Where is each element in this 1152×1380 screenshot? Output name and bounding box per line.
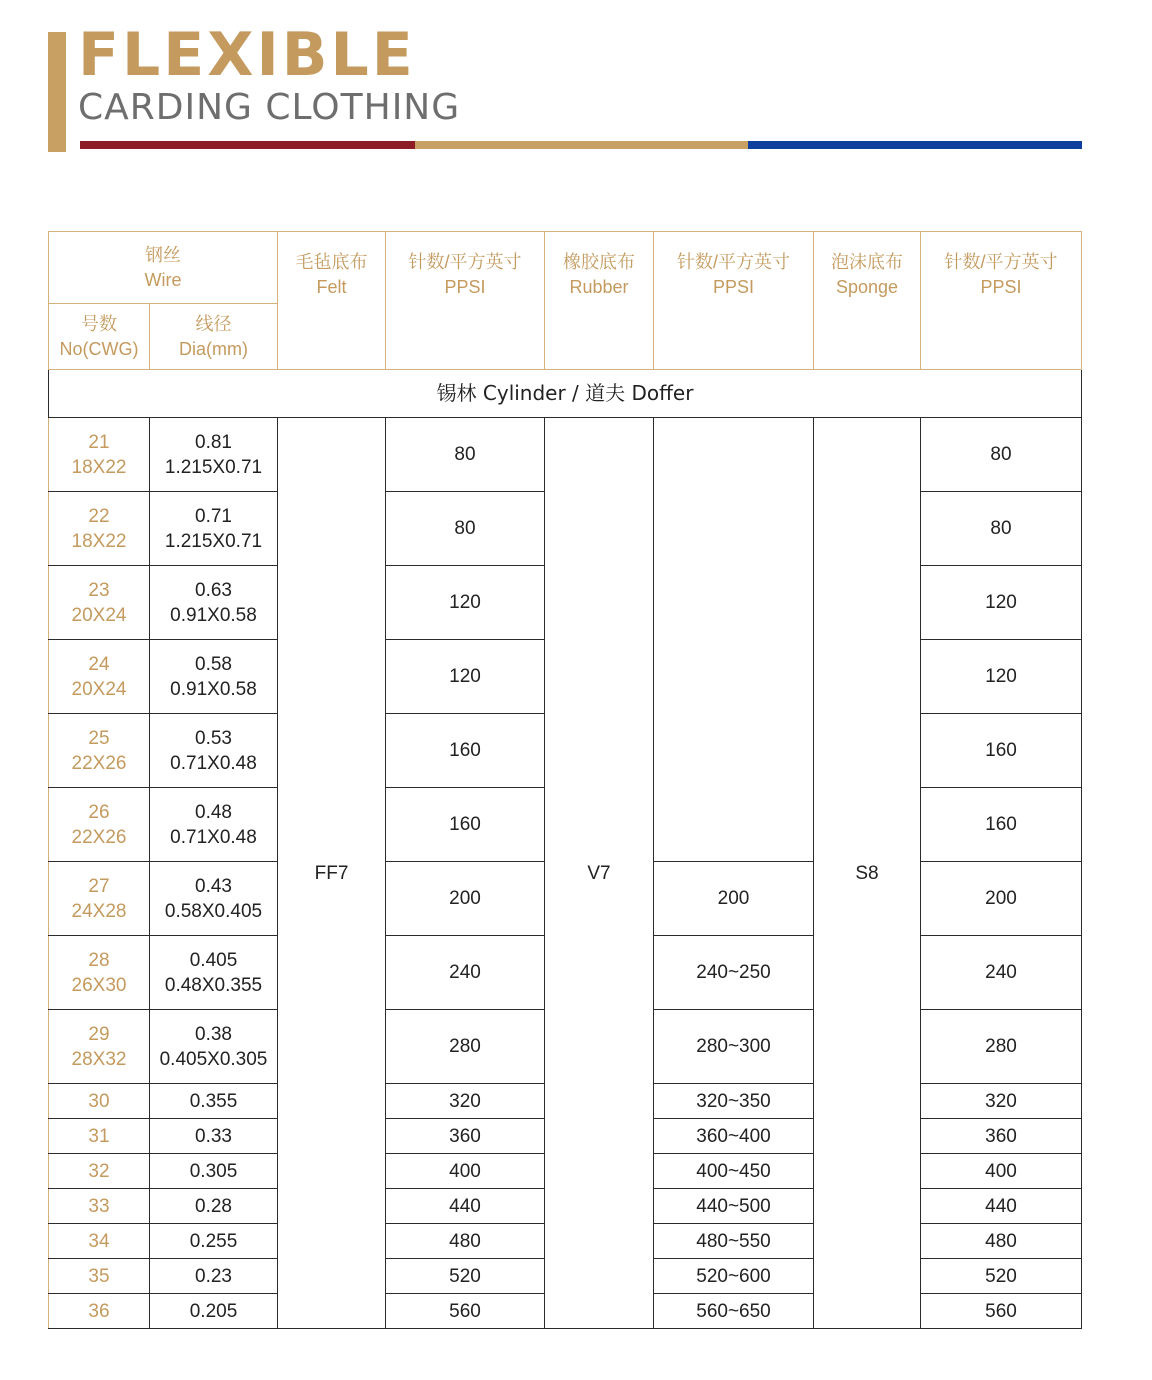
header-sponge: 泡沫底布 Sponge <box>814 232 921 370</box>
cell-ppsi-sponge: 120 <box>921 640 1082 714</box>
cell-ppsi-sponge: 240 <box>921 936 1082 1010</box>
cell-dia: 0.81 1.215X0.71 <box>150 418 278 492</box>
cell-ppsi-felt: 560 <box>386 1294 545 1329</box>
cell-ppsi-felt: 160 <box>386 714 545 788</box>
cell-ppsi-sponge: 160 <box>921 714 1082 788</box>
cell-no: 21 18X22 <box>49 418 150 492</box>
header-dia: 线径 Dia(mm) <box>150 304 278 370</box>
cell-dia: 0.33 <box>150 1119 278 1154</box>
cell-ppsi-sponge: 560 <box>921 1294 1082 1329</box>
cell-ppsi-felt: 480 <box>386 1224 545 1259</box>
cell-ppsi-rubber: 560~650 <box>654 1294 814 1329</box>
cell-dia: 0.53 0.71X0.48 <box>150 714 278 788</box>
cell-no: 31 <box>49 1119 150 1154</box>
table-header <box>49 232 1082 370</box>
cell-sponge-value: S8 <box>814 418 921 1329</box>
cell-ppsi-sponge: 280 <box>921 1010 1082 1084</box>
title-accent-bar <box>48 32 66 152</box>
section-title: 锡林 Cylinder / 道夫 Doffer <box>49 370 1082 418</box>
cell-no: 30 <box>49 1084 150 1119</box>
cell-ppsi-rubber: 280~300 <box>654 1010 814 1084</box>
cell-dia: 0.71 1.215X0.71 <box>150 492 278 566</box>
cell-no: 33 <box>49 1189 150 1224</box>
cell-ppsi-felt: 160 <box>386 788 545 862</box>
cell-ppsi-sponge: 440 <box>921 1189 1082 1224</box>
cell-dia: 0.205 <box>150 1294 278 1329</box>
header-wire: 钢丝 Wire <box>49 232 278 304</box>
stripe-blue <box>748 141 1082 149</box>
cell-ppsi-felt: 360 <box>386 1119 545 1154</box>
cell-ppsi-sponge: 400 <box>921 1154 1082 1189</box>
cell-ppsi-felt: 200 <box>386 862 545 936</box>
cell-no: 26 22X26 <box>49 788 150 862</box>
cell-ppsi-rubber-blank <box>654 418 814 862</box>
cell-no: 24 20X24 <box>49 640 150 714</box>
cell-ppsi-felt: 120 <box>386 566 545 640</box>
header-no: 号数 No(CWG) <box>49 304 150 370</box>
cell-ppsi-sponge: 200 <box>921 862 1082 936</box>
cell-dia: 0.255 <box>150 1224 278 1259</box>
cell-ppsi-rubber: 360~400 <box>654 1119 814 1154</box>
cell-no: 29 28X32 <box>49 1010 150 1084</box>
cell-no: 36 <box>49 1294 150 1329</box>
stripe-red <box>80 141 415 149</box>
cell-no: 27 24X28 <box>49 862 150 936</box>
cell-ppsi-rubber: 400~450 <box>654 1154 814 1189</box>
cell-dia: 0.28 <box>150 1189 278 1224</box>
cell-ppsi-rubber: 240~250 <box>654 936 814 1010</box>
cell-ppsi-felt: 80 <box>386 492 545 566</box>
stripe-gold <box>415 141 748 149</box>
cell-felt-value: FF7 <box>278 418 386 1329</box>
cell-ppsi-rubber: 200 <box>654 862 814 936</box>
cell-ppsi-felt: 240 <box>386 936 545 1010</box>
cell-ppsi-sponge: 480 <box>921 1224 1082 1259</box>
cell-ppsi-felt: 400 <box>386 1154 545 1189</box>
cell-dia: 0.58 0.91X0.58 <box>150 640 278 714</box>
header-ppsi-felt: 针数/平方英寸 PPSI <box>386 232 545 370</box>
cell-ppsi-sponge: 160 <box>921 788 1082 862</box>
cell-ppsi-sponge: 80 <box>921 418 1082 492</box>
cell-ppsi-felt: 280 <box>386 1010 545 1084</box>
cell-ppsi-felt: 120 <box>386 640 545 714</box>
cell-ppsi-rubber: 320~350 <box>654 1084 814 1119</box>
cell-ppsi-sponge: 80 <box>921 492 1082 566</box>
cell-ppsi-sponge: 520 <box>921 1259 1082 1294</box>
header-ppsi-rubber: 针数/平方英寸 PPSI <box>654 232 814 370</box>
cell-no: 35 <box>49 1259 150 1294</box>
cell-no: 28 26X30 <box>49 936 150 1010</box>
cell-ppsi-rubber: 480~550 <box>654 1224 814 1259</box>
header-rubber: 橡胶底布 Rubber <box>545 232 654 370</box>
cell-no: 34 <box>49 1224 150 1259</box>
cell-dia: 0.48 0.71X0.48 <box>150 788 278 862</box>
cell-ppsi-rubber: 440~500 <box>654 1189 814 1224</box>
cell-dia: 0.23 <box>150 1259 278 1294</box>
cell-dia: 0.405 0.48X0.355 <box>150 936 278 1010</box>
cell-ppsi-sponge: 360 <box>921 1119 1082 1154</box>
cell-no: 22 18X22 <box>49 492 150 566</box>
cell-ppsi-felt: 520 <box>386 1259 545 1294</box>
cell-ppsi-felt: 320 <box>386 1084 545 1119</box>
cell-ppsi-sponge: 320 <box>921 1084 1082 1119</box>
cell-dia: 0.355 <box>150 1084 278 1119</box>
cell-ppsi-sponge: 120 <box>921 566 1082 640</box>
cell-dia: 0.63 0.91X0.58 <box>150 566 278 640</box>
header-ppsi-sponge: 针数/平方英寸 PPSI <box>921 232 1082 370</box>
cell-no: 32 <box>49 1154 150 1189</box>
cell-dia: 0.305 <box>150 1154 278 1189</box>
page-subtitle: CARDING CLOTHING <box>78 87 461 128</box>
cell-no: 23 20X24 <box>49 566 150 640</box>
table-body <box>49 370 1082 1329</box>
page-title: FLEXIBLE <box>78 20 416 90</box>
table-row <box>49 418 1082 492</box>
spec-table <box>48 231 1082 1329</box>
cell-ppsi-rubber: 520~600 <box>654 1259 814 1294</box>
cell-rubber-value: V7 <box>545 418 654 1329</box>
header-felt: 毛毡底布 Felt <box>278 232 386 370</box>
cell-dia: 0.43 0.58X0.405 <box>150 862 278 936</box>
cell-no: 25 22X26 <box>49 714 150 788</box>
cell-dia: 0.38 0.405X0.305 <box>150 1010 278 1084</box>
cell-ppsi-felt: 80 <box>386 418 545 492</box>
cell-ppsi-felt: 440 <box>386 1189 545 1224</box>
